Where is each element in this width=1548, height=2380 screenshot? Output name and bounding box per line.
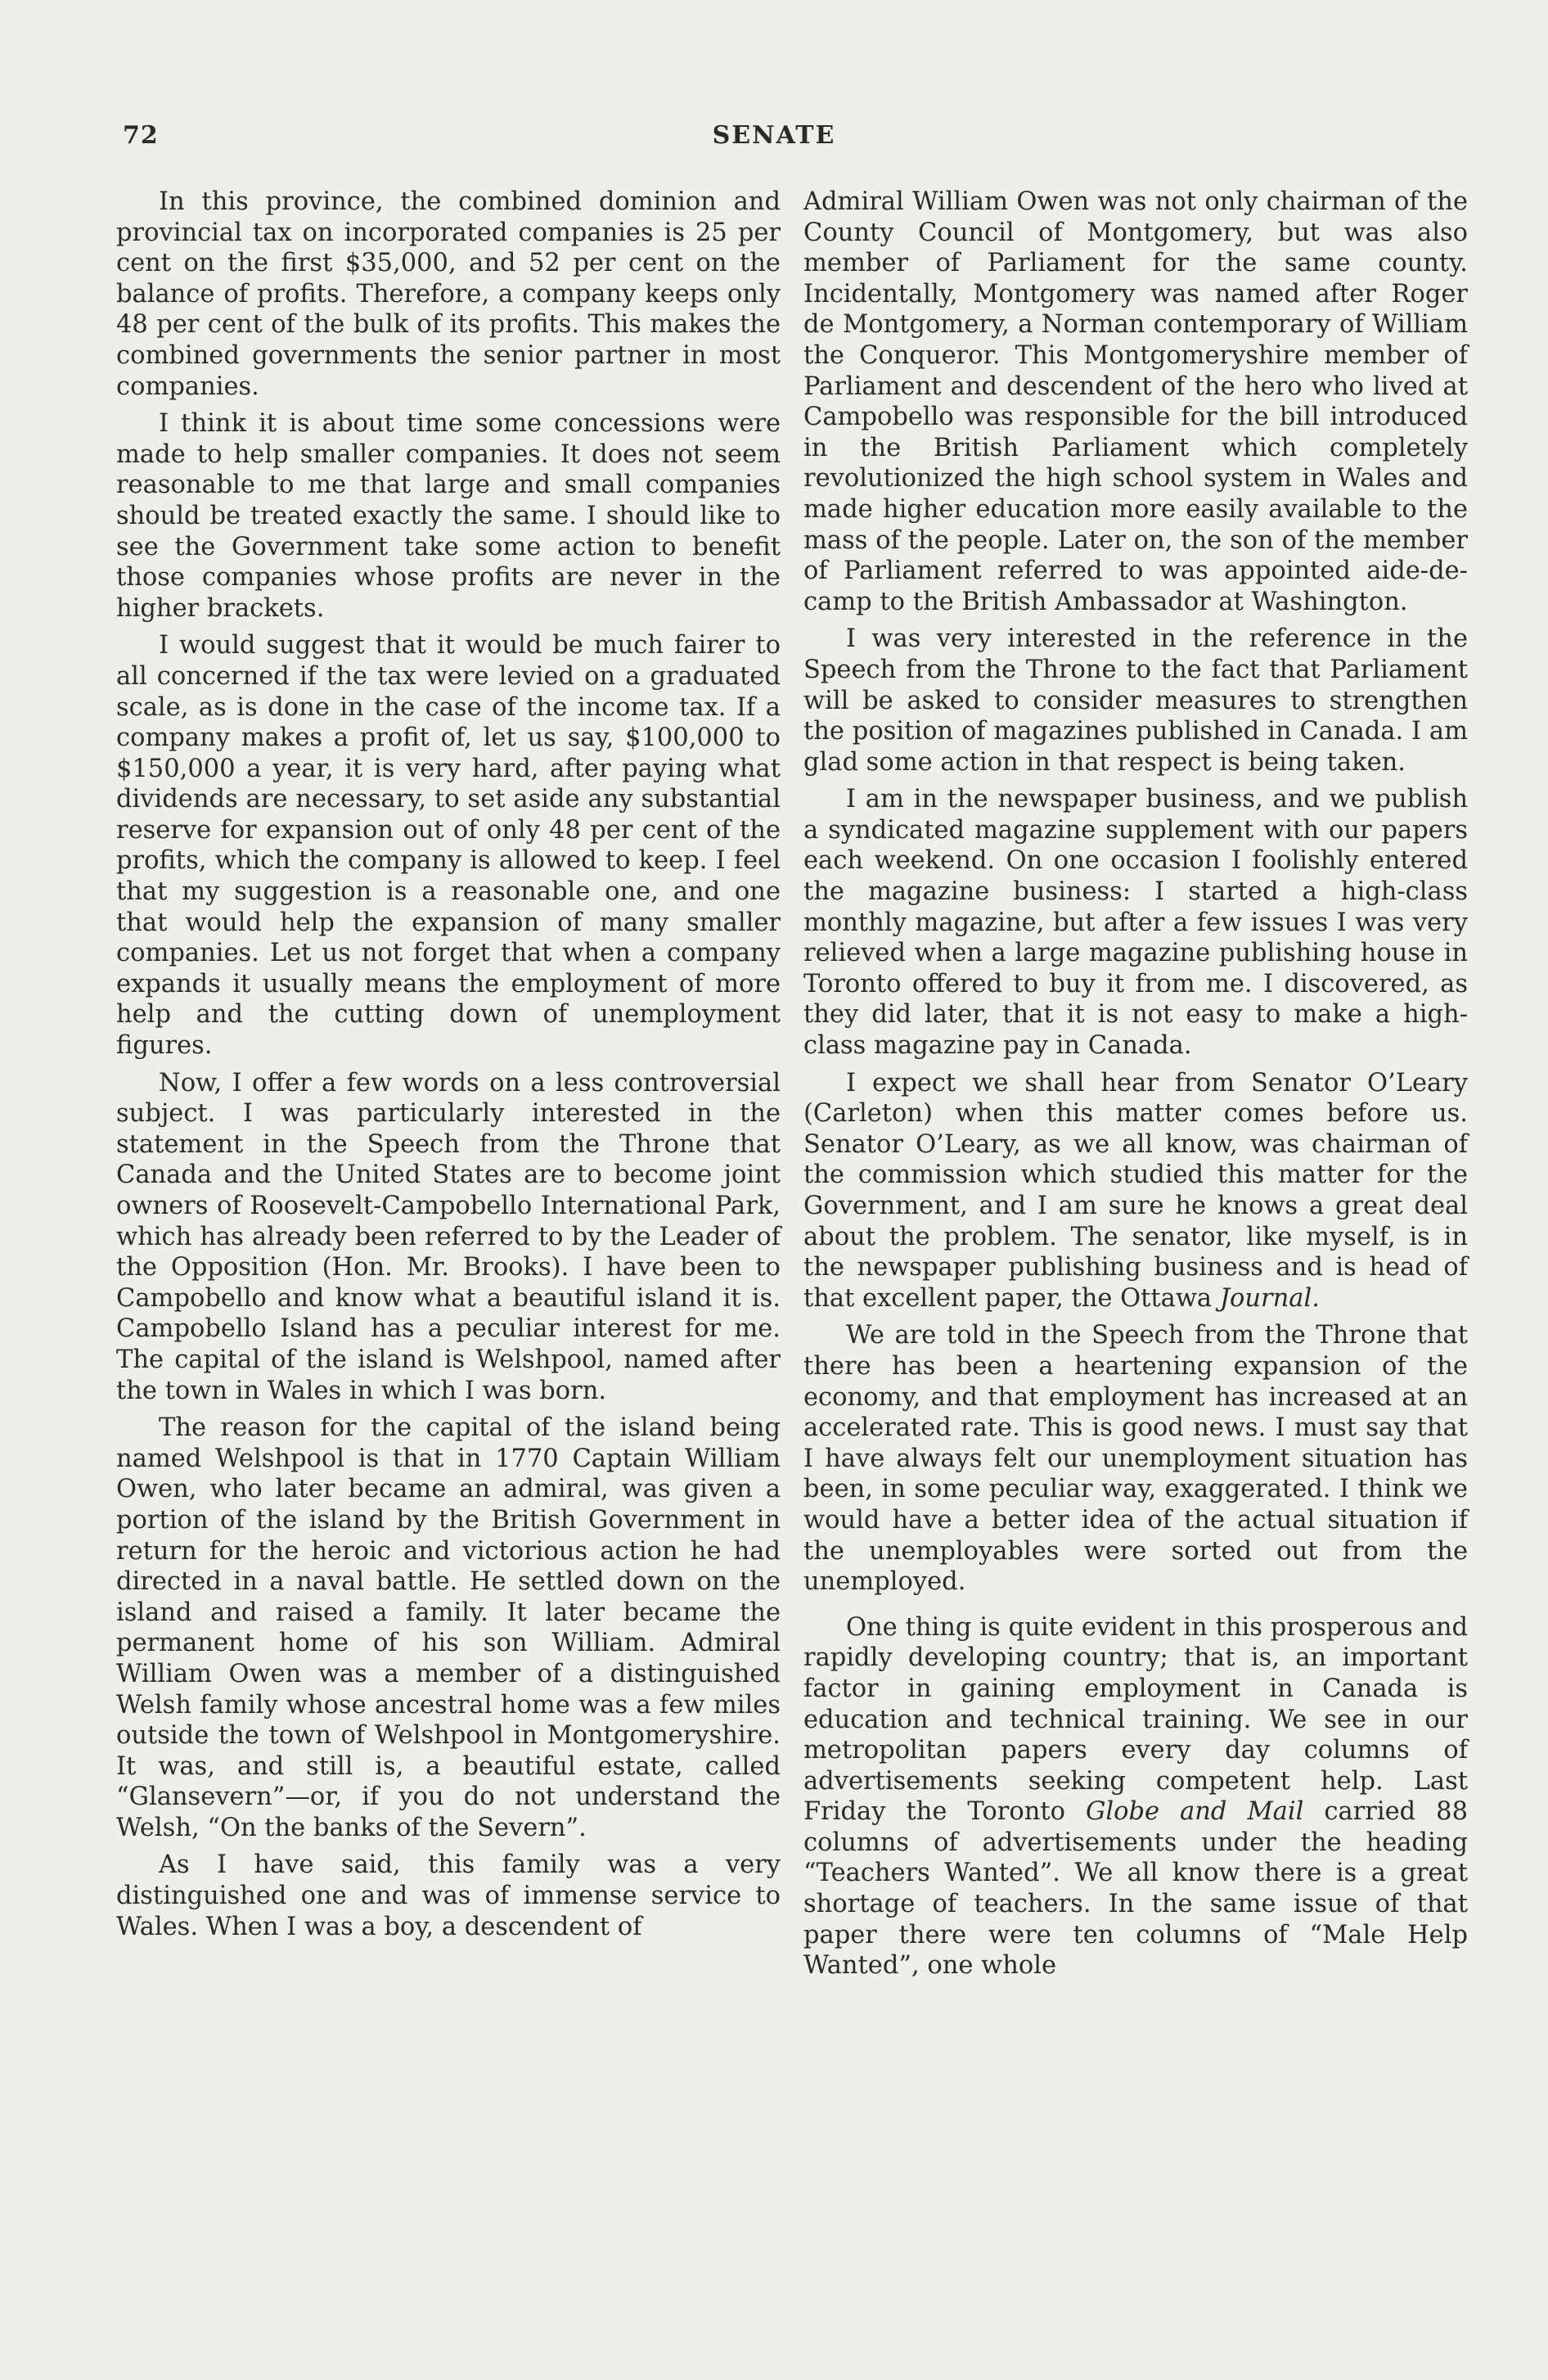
- paragraph: [803, 1068, 1468, 1314]
- paragraph-text: I expect we shall hear from Senator O’Leary (Carleton) when this matter comes before us. Senator O’Leary, as we all know, was chairman of the commission which studied this matter for the Government, and I am sure he knows a great deal about the problem. The senator, like myself, is in the newspaper publishing business and is head of that excellent paper, the Ottawa: [803, 1068, 1468, 1313]
- page-number: 72: [123, 121, 159, 150]
- italic-title: Journal: [1219, 1283, 1312, 1313]
- paragraph: I was very interested in the reference in the Speech from the Throne to the fact that Parliament will be asked to consider measures to strengthen the position of magazines published in Canada. I am glad some action in that respect is being taken.: [803, 624, 1468, 777]
- paragraph: We are told in the Speech from the Throne that there has been a heartening expansion of the economy, and that employment has increased at an accelerated rate. This is good news. I must say that I have always felt our unemployment situation has been, in some peculiar way, exaggerated. I think we would have a better idea of the actual situation if the unemployables were sorted out from the unemployed.: [803, 1321, 1468, 1597]
- paragraph-text: carried 88 columns of advertisements under the heading “Teachers Wanted”. We all know there is a great shortage of teachers. In the same issue of that paper there were ten columns of “Male Help Wanted”, one whole: [803, 1797, 1468, 1981]
- paragraph: I am in the newspaper business, and we publish a syndicated magazine supplement with our papers each weekend. On one occasion I foolishly entered the magazine business: I started a high-class monthly magazine, but after a few issues I was very relieved when a large magazine publishing house in Toronto offered to buy it from me. I discovered, as they did later, that it is not easy to make a high-class magazine pay in Canada.: [803, 785, 1468, 1061]
- italic-title: Globe and Mail: [1086, 1797, 1304, 1827]
- paragraph: I think it is about time some concessions were made to help smaller companies. It does not seem reasonable to me that large and small companies should be treated exactly the same. I should like to see the Government take some action to benefit those companies whose profits are never in the higher brackets.: [116, 409, 781, 623]
- paragraph: Now, I offer a few words on a less controversial subject. I was particularly interested in the statement in the Speech from the Throne that Canada and the United States are to become joint owners of Roosevelt-Campobello International Park, which has already been referred to by the Leader of the Opposition (Hon. Mr. Brooks). I have been to Campobello and know what a beautiful island it is. Campobello Island has a peculiar interest for me. The capital of the island is Welshpool, named after the town in Wales in which I was born.: [116, 1068, 781, 1405]
- paragraph-continued: Admiral William Owen was not only chairman of the County Council of Montgomery, but was also member of Parliament for the same county. Incidentally, Montgomery was named after Roger de Montgomery, a Norman contemporary of William the Conqueror. This Montgomeryshire member of Parliament and descendent of the hero who lived at Campobello was responsible for the bill introduced in the British Parliament which completely revolutionized the high school system in Wales and made higher education more easily available to the mass of the people. Later on, the son of the member of Parliament referred to was appointed aide-de-camp to the British Ambassador at Washington.: [803, 187, 1468, 616]
- paragraph: [803, 1612, 1468, 1981]
- paragraph: The reason for the capital of the island being named Welshpool is that in 1770 Captain William Owen, who later became an admiral, was given a portion of the island by the British Government in return for the heroic and victorious action he had directed in a naval battle. He settled down on the island and raised a family. It later became the permanent home of his son William. Admiral William Owen was a member of a distinguished Welsh family whose ancestral home was a few miles outside the town of Welshpool in Montgomeryshire. It was, and still is, a beautiful estate, called “Glansevern”—or, if you do not understand the Welsh, “On the banks of the Severn”.: [116, 1413, 781, 1842]
- paragraph-text: .: [1312, 1283, 1320, 1313]
- paragraph: I would suggest that it would be much fairer to all concerned if the tax were levied on a graduated scale, as is done in the case of the income tax. If a company makes a profit of, let us say, $100,000 to $150,000 a year, it is very hard, after paying what dividends are necessary, to set aside any substantial reserve for expansion out of only 48 per cent of the profits, which the company is allowed to keep. I feel that my suggestion is a reasonable one, and one that would help the expansion of many smaller companies. Let us not forget that when a company expands it usually means the employment of more help and the cutting down of unemployment figures.: [116, 631, 781, 1061]
- running-head-title: SENATE: [712, 121, 836, 150]
- paragraph: As I have said, this family was a very distinguished one and was of immense service to Wales. When I was a boy, a descendent of: [116, 1850, 781, 1941]
- left-column: [116, 187, 781, 1949]
- paragraph: In this province, the combined dominion and provincial tax on incorporated companies is 25 per cent on the first $35,000, and 52 per cent on the balance of profits. Therefore, a company keeps only 48 per cent of the bulk of its profits. This makes the combined governments the senior partner in most companies.: [116, 187, 781, 401]
- right-column: [803, 187, 1468, 1988]
- paragraph-text: One thing is quite evident in this prosperous and rapidly developing country; that is, an important factor in gaining employment in Canada is education and technical training. We see in our metropolitan papers every day columns of advertisements seeking competent help. Last Friday the Toronto: [803, 1612, 1468, 1827]
